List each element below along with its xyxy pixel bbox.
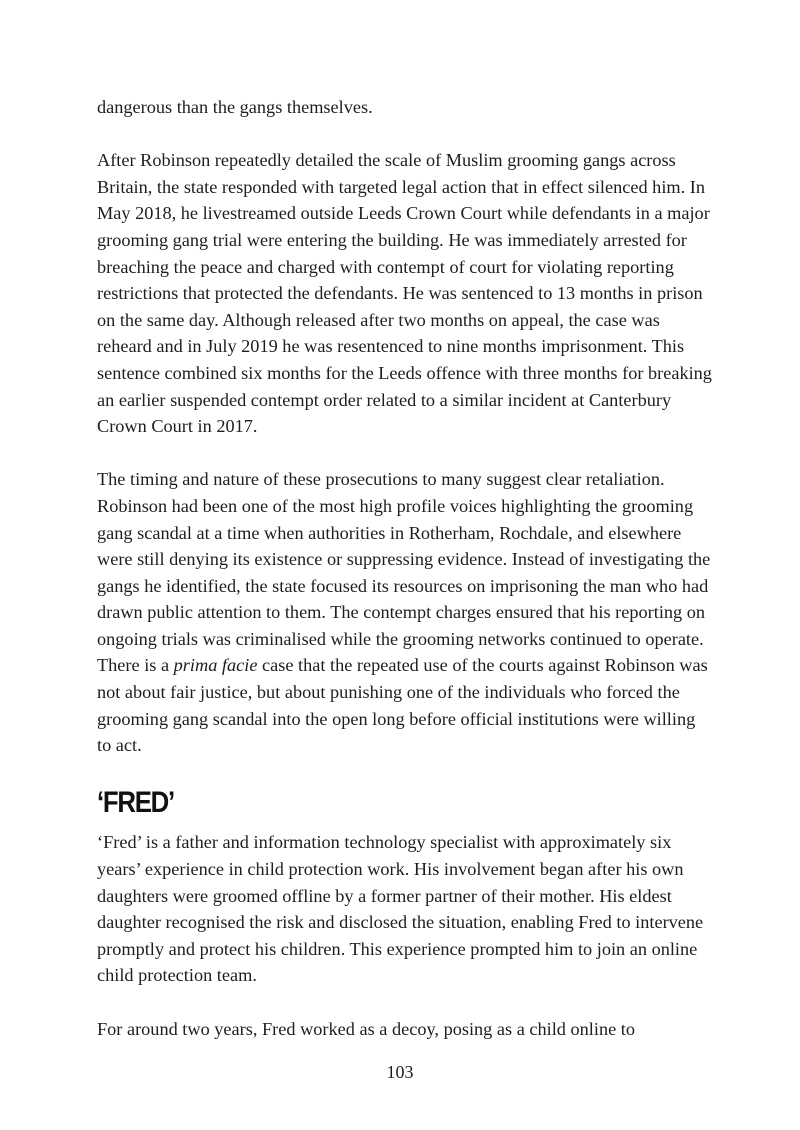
paragraph-3-italic: prima facie bbox=[173, 655, 258, 676]
paragraph-3-text-end: case that the repeated use of the courts against Robinson was not about fair justice, but about punishing one of the individuals who forced the grooming gang scandal into the open long before official institutions were willing to act. bbox=[97, 655, 708, 756]
paragraph-2: After Robinson repeatedly detailed the scale of Muslim grooming gangs across Britain, the state responded with targeted legal action that in effect silenced him. In May 2018, he livestreamed outside Leeds Crown Court while defendants in a major grooming gang trial were entering the building. He was immediately arrested for breaching the peace and charged with contempt of court for violating reporting restrictions that protected the defendants. He was sentenced to 13 months in prison on the same day. Although released after two months on appeal, the case was reheard and in July 2019 he was resentenced to nine months imprisonment. This sentence combined six months for the Leeds offence with three months for breaking an earlier suspended contempt order related to a similar incident at Canterbury Crown Court in 2017. bbox=[97, 150, 712, 437]
body-text bbox=[97, 94, 712, 1069]
paragraph-3 bbox=[97, 466, 712, 759]
paragraph-4: ‘Fred’ is a father and information technology specialist with approximately six years’ experience in child protection work. His involvement began after his own daughters were groomed offline by a former partner of their mother. His eldest daughter recognised the risk and disclosed the situation, enabling Fred to intervene promptly and protect his children. This experience prompted him to join an online child protection team. bbox=[97, 832, 704, 986]
paragraph-3-text-start: The timing and nature of these prosecutions to many suggest clear retaliation. Robinson had been one of the most high profile voices highlighting the grooming gang scandal at a time when authorities in Rotherham, Rochdale, and elsewhere were still denying its existence or suppressing evidence. Instead of investigating the gangs he identified, the state focused its resources on imprisoning the man who had drawn public attention to them. The contempt charges ensured that his reporting on ongoing trials was criminalised while the grooming networks continued to operate. There is a bbox=[97, 469, 711, 676]
paragraph-1: dangerous than the gangs themselves. bbox=[97, 97, 373, 117]
section-heading: ‘FRED’ bbox=[97, 786, 174, 820]
page-number: 103 bbox=[386, 1062, 414, 1082]
paragraph-5: For around two years, Fred worked as a decoy, posing as a child online to bbox=[97, 1018, 635, 1039]
